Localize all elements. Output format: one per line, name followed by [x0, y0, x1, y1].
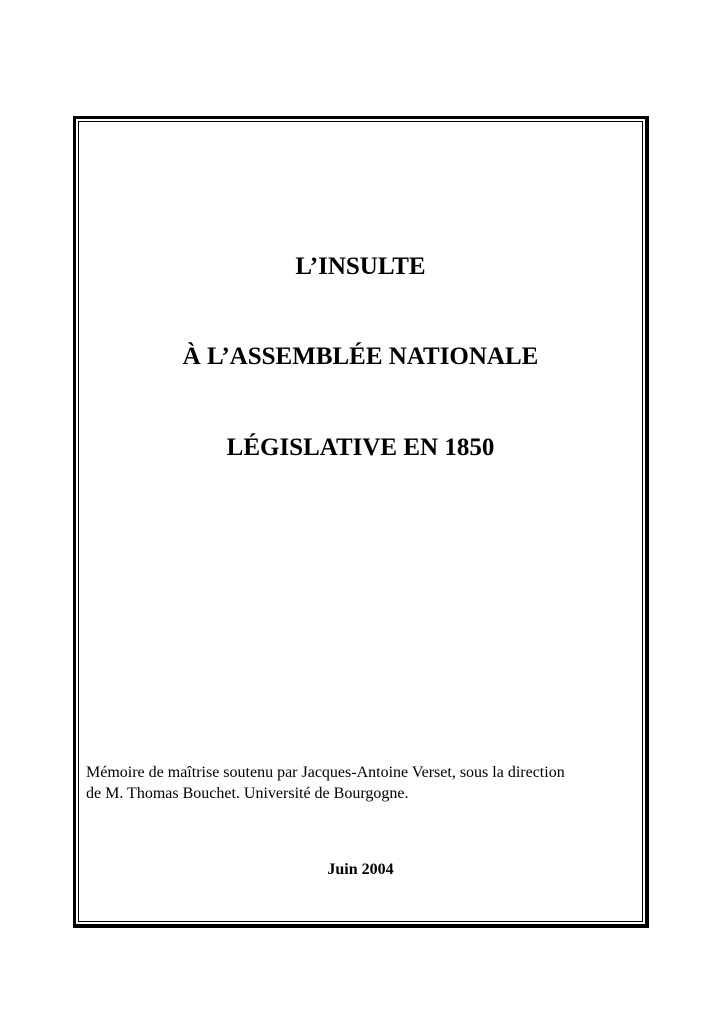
title-line-2: À L’ASSEMBLÉE NATIONALE — [182, 343, 539, 370]
memoire-description — [86, 762, 626, 804]
memoire-line-2: de M. Thomas Bouchet. Université de Bourgogne. — [86, 785, 409, 802]
memoire-line-1: Mémoire de maîtrise soutenu par Jacques-Antoine Verset, sous la direction — [86, 764, 565, 781]
title-line-1: L’INSULTE — [295, 253, 426, 280]
page-frame — [73, 116, 649, 928]
title-line-3: LÉGISLATIVE EN 1850 — [226, 434, 495, 461]
date-label: Juin 2004 — [327, 861, 394, 878]
